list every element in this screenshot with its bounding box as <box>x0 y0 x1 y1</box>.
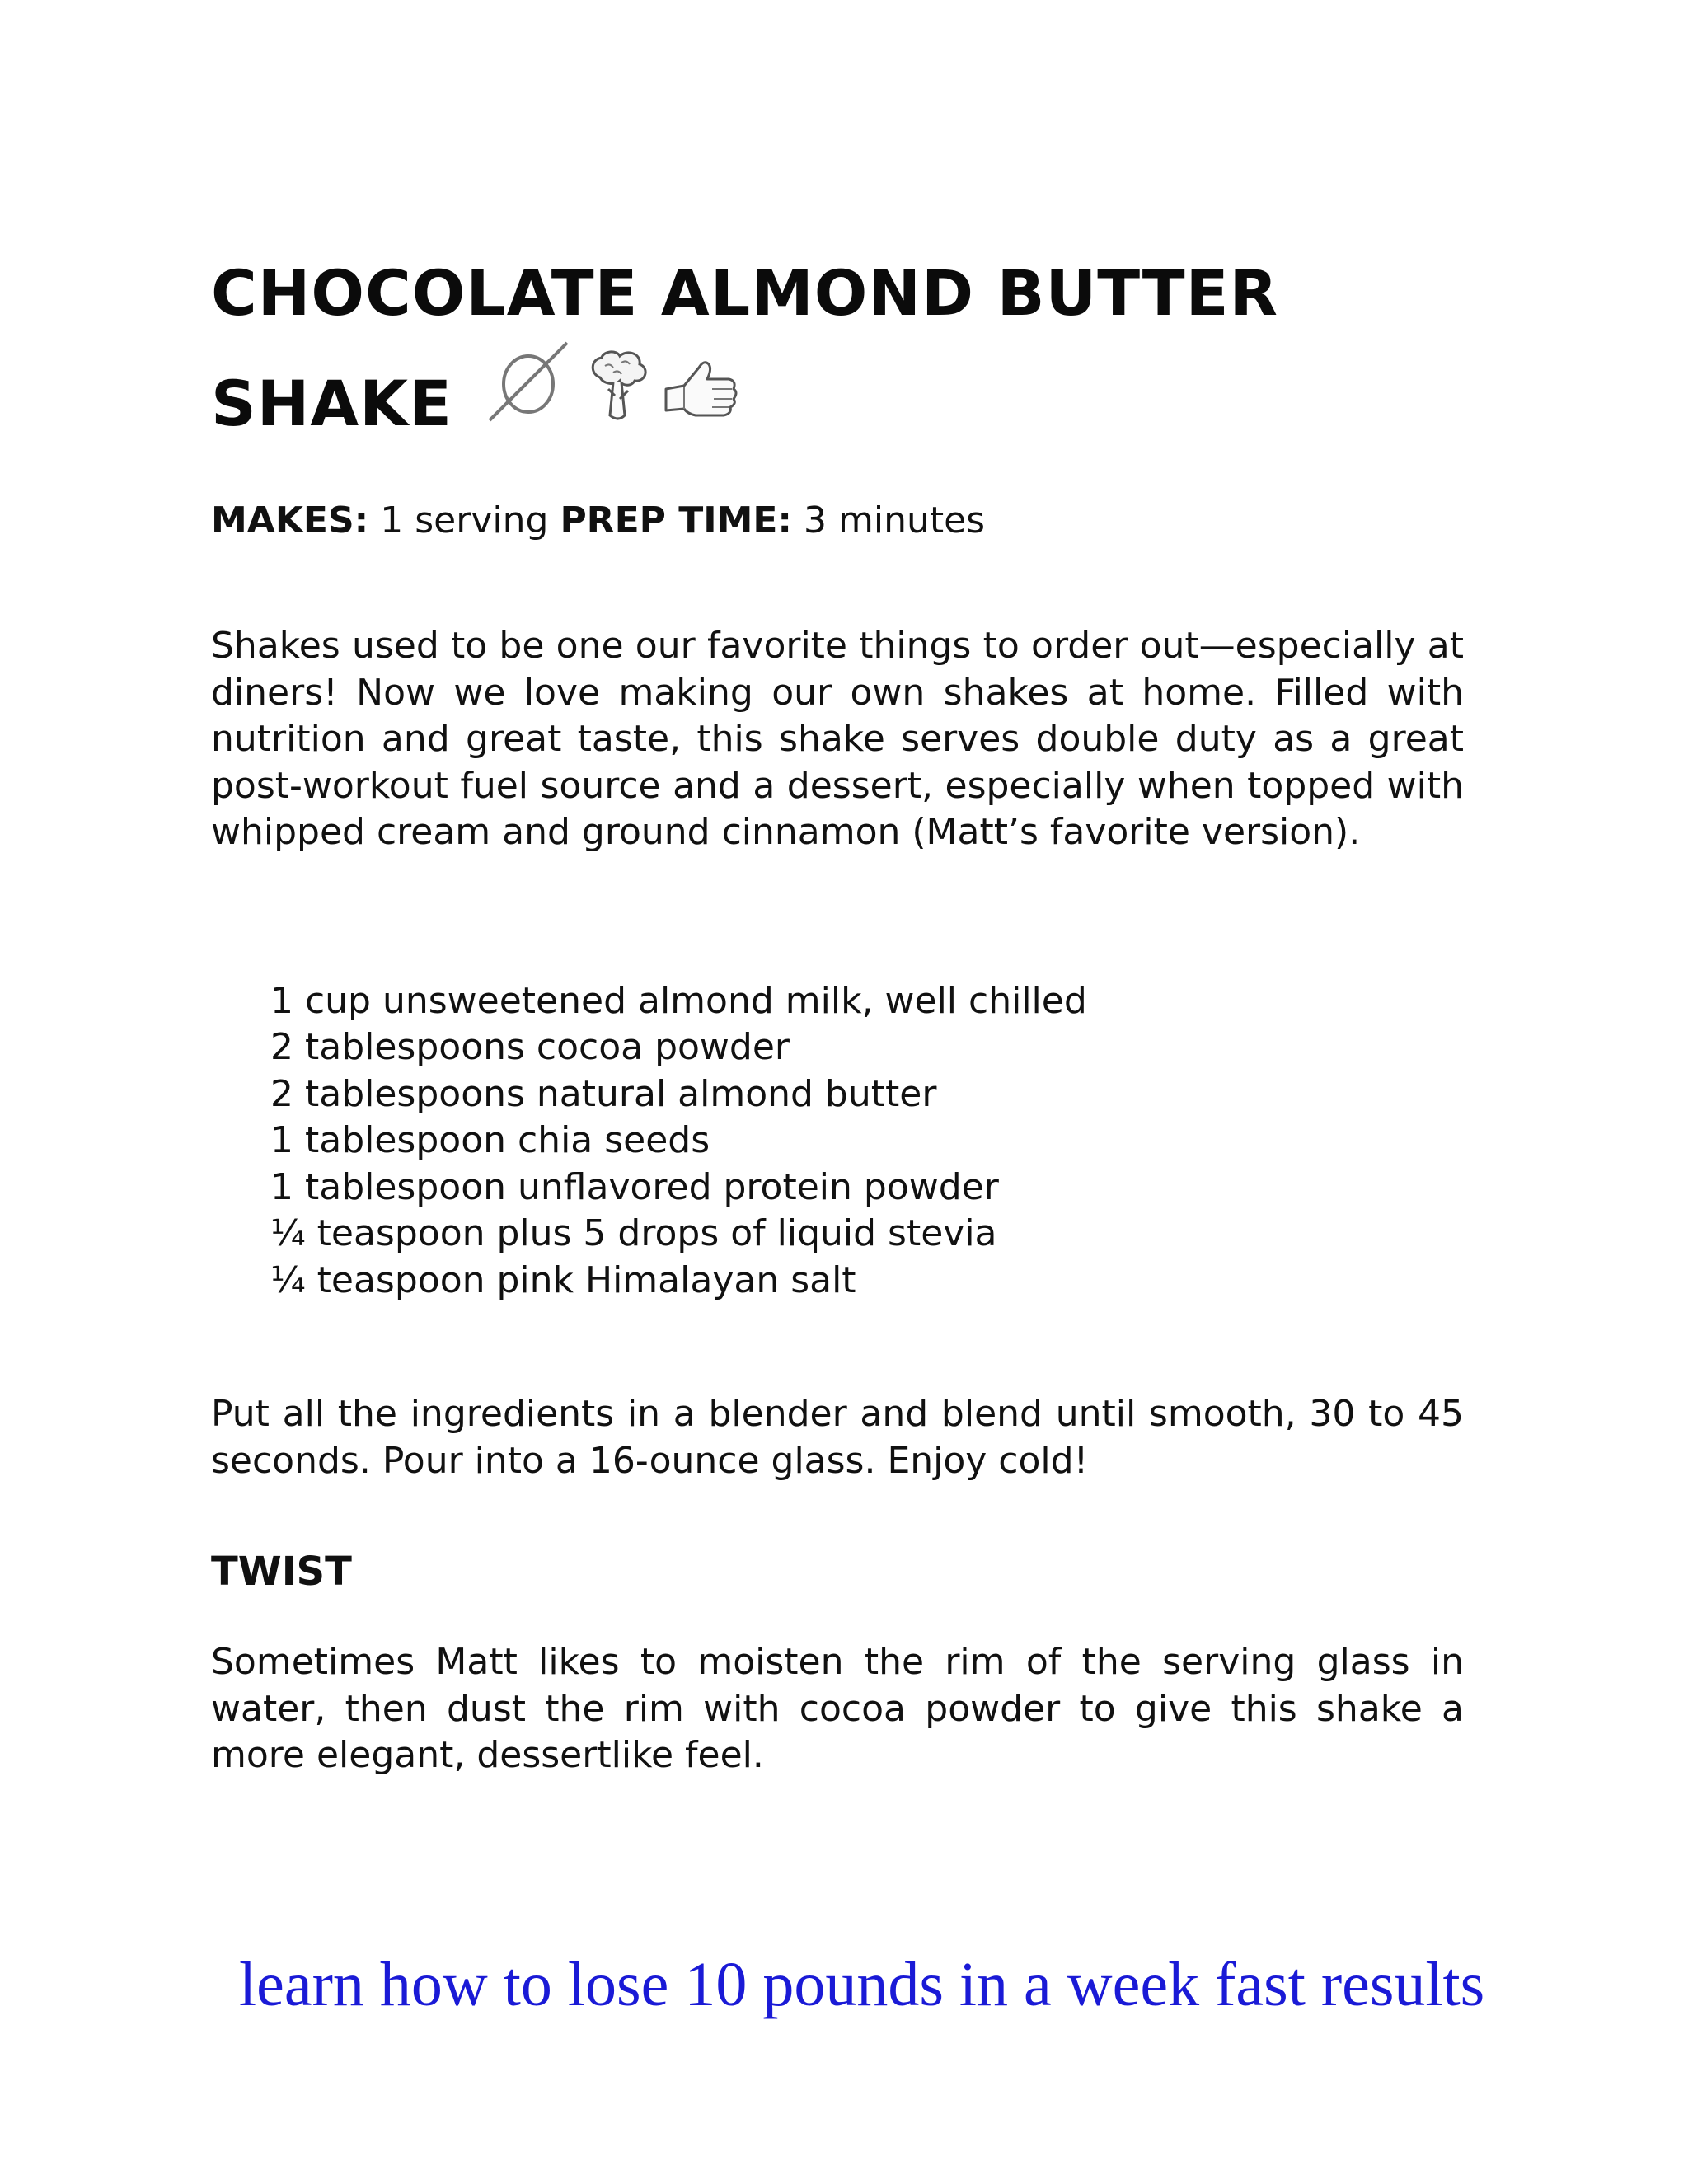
twist-heading: TWIST <box>211 1549 352 1595</box>
recipe-intro: Shakes used to be one our favorite things to order out—especially at diners! Now we love making our own shakes at home. Filled with nutrition and great taste, this shake serves double duty as a great post-workout fuel source and a dessert, especially when topped with whipped cream and ground cinnamon (Matt’s favorite version). <box>211 625 1464 853</box>
ingredient-item: ¼ teaspoon plus 5 drops of liquid stevia <box>270 1212 997 1254</box>
recipe-content <box>211 247 1464 1779</box>
ingredient-item: 1 tablespoon chia seeds <box>270 1119 710 1161</box>
ingredient-item: 2 tablespoons natural almond butter <box>270 1072 937 1115</box>
recipe-meta <box>211 498 1464 544</box>
title-line-1: CHOCOLATE ALMOND BUTTER <box>211 256 1279 330</box>
broccoli-icon <box>585 349 651 425</box>
ingredient-item: 1 cup unsweetened almond milk, well chilled <box>270 979 1087 1022</box>
makes-label: MAKES: <box>211 499 369 541</box>
ingredient-item: 2 tablespoons cocoa powder <box>270 1026 790 1068</box>
twist-text: Sometimes Matt likes to moisten the rim of the serving glass in water, then dust the rim with cocoa powder to give this shake a more elegant, dessertlike feel. <box>211 1641 1464 1776</box>
ingredient-list <box>270 978 1464 1305</box>
thumbs-up-icon <box>663 356 742 425</box>
recipe-title <box>211 247 1464 450</box>
promo-link[interactable]: learn how to lose 10 pounds in a week fast results <box>239 1950 1485 2019</box>
makes-value: 1 serving <box>380 499 549 541</box>
ingredient-item: 1 tablespoon unflavored protein powder <box>270 1165 999 1208</box>
recipe-directions: Put all the ingredients in a blender and blend until smooth, 30 to 45 seconds. Pour into a 16-ounce glass. Enjoy cold! <box>211 1393 1464 1482</box>
prep-time-label: PREP TIME: <box>560 499 793 541</box>
ingredient-item: ¼ teaspoon pink Himalayan salt <box>270 1258 856 1301</box>
prep-time-value: 3 minutes <box>804 499 986 541</box>
diet-icons <box>483 340 742 425</box>
title-line-2: SHAKE <box>211 367 452 440</box>
no-grain-icon <box>483 340 574 425</box>
